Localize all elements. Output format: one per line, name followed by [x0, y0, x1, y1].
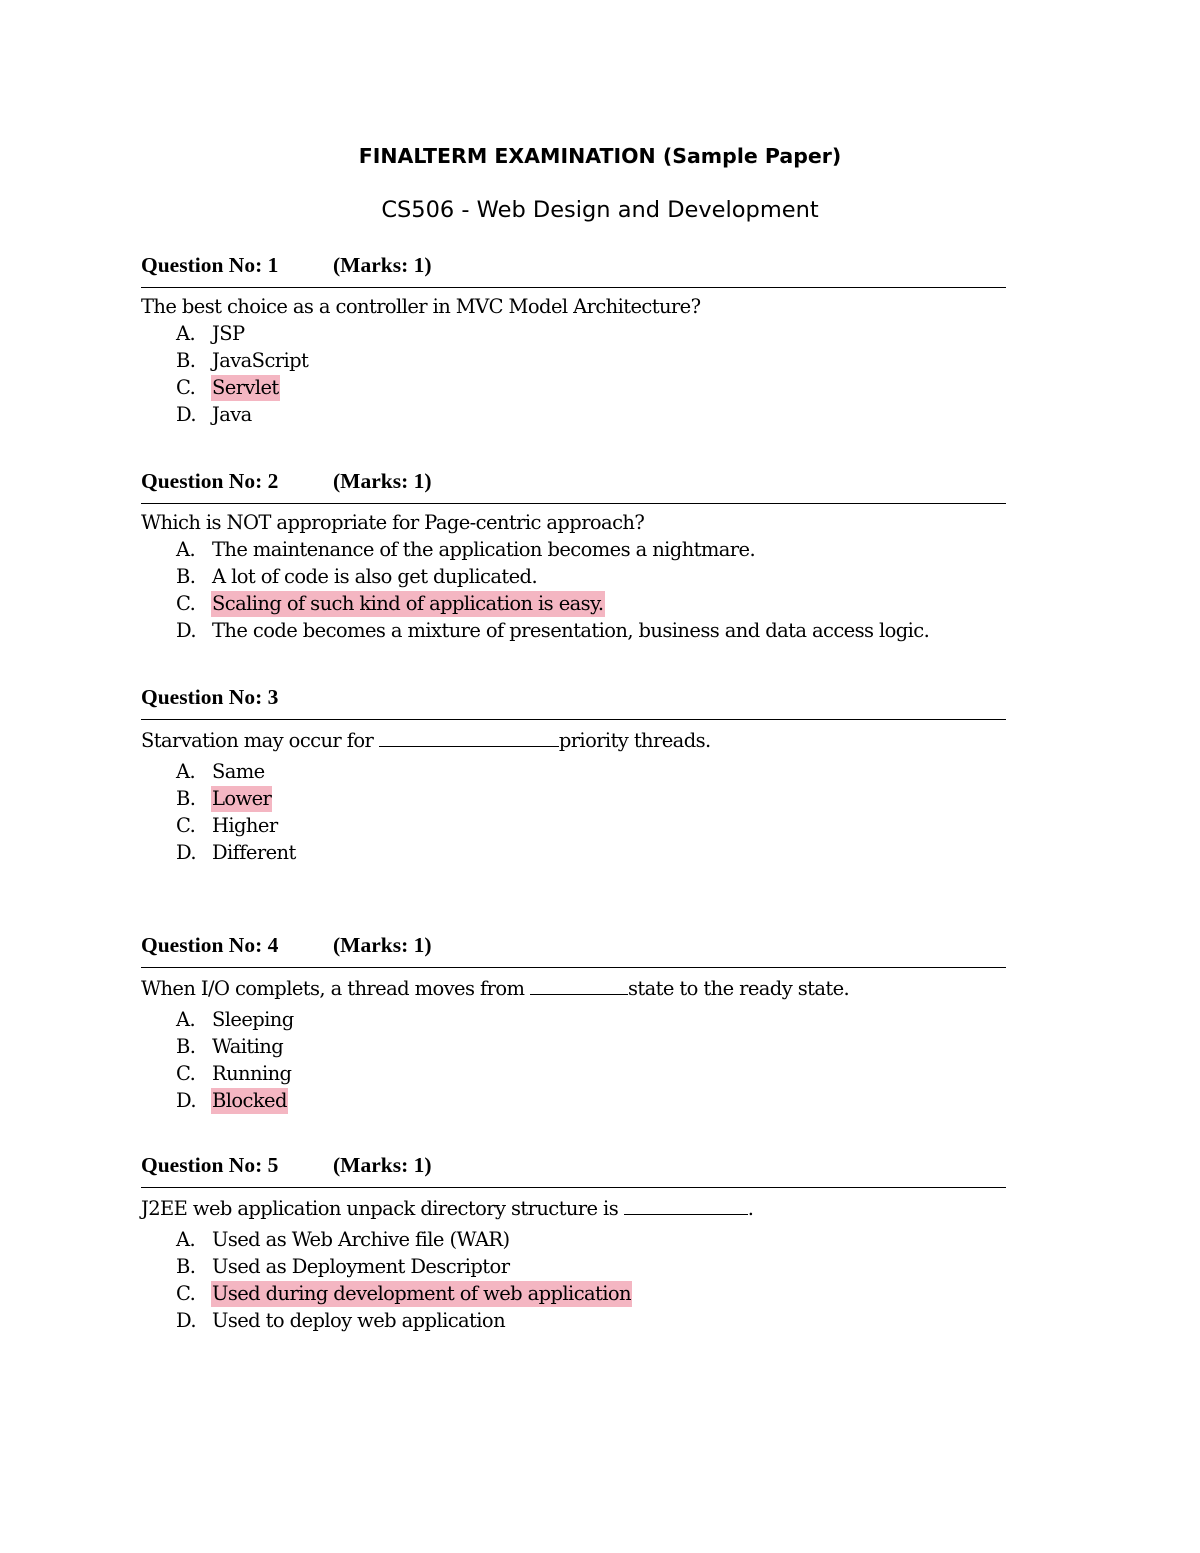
option-letter: B.: [176, 565, 196, 588]
option-a: [141, 758, 1007, 785]
question-divider: [141, 1187, 1006, 1188]
question-header: [141, 932, 1007, 958]
option-letter: D.: [176, 403, 196, 426]
option-letter: A.: [176, 1008, 196, 1031]
question-number: Question No: 2: [141, 469, 279, 493]
question-number: Question No: 1: [141, 253, 279, 277]
option-letter: C.: [176, 814, 196, 837]
option-letter: A.: [176, 322, 196, 345]
option-a: [141, 1006, 1007, 1033]
option-a: [141, 536, 1007, 563]
course-title: CS506 - Web Design and Development: [381, 197, 819, 223]
option-d: [141, 401, 1007, 428]
option-letter: B.: [176, 1035, 196, 1058]
question-text-end: priority threads.: [558, 729, 711, 752]
answer-blank: [379, 728, 559, 747]
question-text-end: state to the ready state.: [627, 977, 850, 1000]
option-text: A lot of code is also get duplicated.: [212, 565, 538, 588]
option-a: [141, 320, 1007, 347]
question-text-part: J2EE web application unpack directory structure is: [141, 1197, 624, 1220]
option-letter: B.: [176, 349, 196, 372]
option-c: [141, 812, 1007, 839]
option-text: Used to deploy web application: [212, 1309, 506, 1332]
option-text: Waiting: [212, 1035, 284, 1058]
question-marks: (Marks: 1): [333, 1153, 432, 1177]
option-text: The code becomes a mixture of presentation, business and data access logic.: [212, 619, 930, 642]
option-letter: D.: [176, 1089, 196, 1112]
option-b: [141, 347, 1007, 374]
option-letter: C.: [176, 592, 196, 615]
option-text: Java: [212, 403, 252, 426]
option-letter: D.: [176, 1309, 196, 1332]
option-letter: A.: [176, 760, 196, 783]
option-letter: C.: [176, 376, 196, 399]
question-header: [141, 468, 1007, 494]
question-header: [141, 1152, 1007, 1178]
option-text: The maintenance of the application becomes a nightmare.: [212, 538, 756, 561]
option-d: [141, 617, 1007, 644]
option-text-correct-answer: Used during development of web application: [212, 1282, 632, 1305]
option-text-correct-answer: Blocked: [212, 1089, 287, 1112]
option-b: [141, 1253, 1007, 1280]
option-text: Same: [212, 760, 265, 783]
option-letter: B.: [176, 787, 196, 810]
option-text-correct-answer: Servlet: [212, 376, 279, 399]
option-text: Used as Deployment Descriptor: [212, 1255, 510, 1278]
option-list: [141, 1006, 1007, 1114]
exam-title: FINALTERM EXAMINATION (Sample Paper): [358, 144, 842, 168]
question-text-part: Which is NOT appropriate for Page-centric approach?: [141, 511, 645, 534]
option-list: [141, 536, 1007, 644]
option-text: Different: [212, 841, 296, 864]
question-divider: [141, 967, 1006, 968]
question-number: Question No: 5: [141, 1153, 279, 1177]
question-text-part: The best choice as a controller in MVC Model Architecture?: [141, 295, 701, 318]
question-number: Question No: 4: [141, 933, 279, 957]
question-text: [141, 510, 1007, 536]
option-c: [141, 1280, 1007, 1307]
option-text: Running: [212, 1062, 292, 1085]
option-d: [141, 839, 1007, 866]
question-divider: [141, 719, 1006, 720]
question-1: [141, 252, 1007, 428]
question-marks: (Marks: 1): [333, 253, 432, 277]
question-text: [141, 1196, 1007, 1222]
option-c: [141, 374, 1007, 401]
option-text: JavaScript: [212, 349, 309, 372]
option-c: [141, 590, 1007, 617]
option-text: Used as Web Archive file (WAR): [212, 1228, 510, 1251]
option-text-correct-answer: Scaling of such kind of application is easy.: [212, 592, 604, 615]
option-list: [141, 320, 1007, 428]
option-letter: D.: [176, 619, 196, 642]
option-b: [141, 563, 1007, 590]
option-text: Sleeping: [212, 1008, 294, 1031]
option-text: Higher: [212, 814, 278, 837]
option-text-correct-answer: Lower: [212, 787, 272, 810]
option-c: [141, 1060, 1007, 1087]
option-b: [141, 1033, 1007, 1060]
option-d: [141, 1307, 1007, 1334]
question-marks: (Marks: 1): [333, 469, 432, 493]
answer-blank: [530, 976, 628, 995]
option-list: [141, 1226, 1007, 1334]
question-text: [141, 976, 1007, 1002]
question-4: [141, 932, 1007, 1114]
option-letter: A.: [176, 1228, 196, 1251]
question-text-part: Starvation may occur for: [141, 729, 379, 752]
answer-blank: [624, 1196, 748, 1215]
question-marks: (Marks: 1): [333, 933, 432, 957]
question-header: [141, 684, 1007, 710]
option-list: [141, 758, 1007, 866]
option-letter: A.: [176, 538, 196, 561]
question-3: [141, 684, 1007, 866]
question-divider: [141, 287, 1006, 288]
option-letter: C.: [176, 1062, 196, 1085]
option-a: [141, 1226, 1007, 1253]
question-divider: [141, 503, 1006, 504]
question-header: [141, 252, 1007, 278]
question-number: Question No: 3: [141, 685, 279, 709]
question-2: [141, 468, 1007, 644]
option-letter: D.: [176, 841, 196, 864]
option-letter: B.: [176, 1255, 196, 1278]
option-text: JSP: [212, 322, 245, 345]
question-text-end: .: [747, 1197, 754, 1220]
question-5: [141, 1152, 1007, 1334]
option-b: [141, 785, 1007, 812]
question-text: [141, 294, 1007, 320]
option-d: [141, 1087, 1007, 1114]
option-letter: C.: [176, 1282, 196, 1305]
question-text: [141, 728, 1007, 754]
question-text-part: When I/O complets, a thread moves from: [141, 977, 530, 1000]
